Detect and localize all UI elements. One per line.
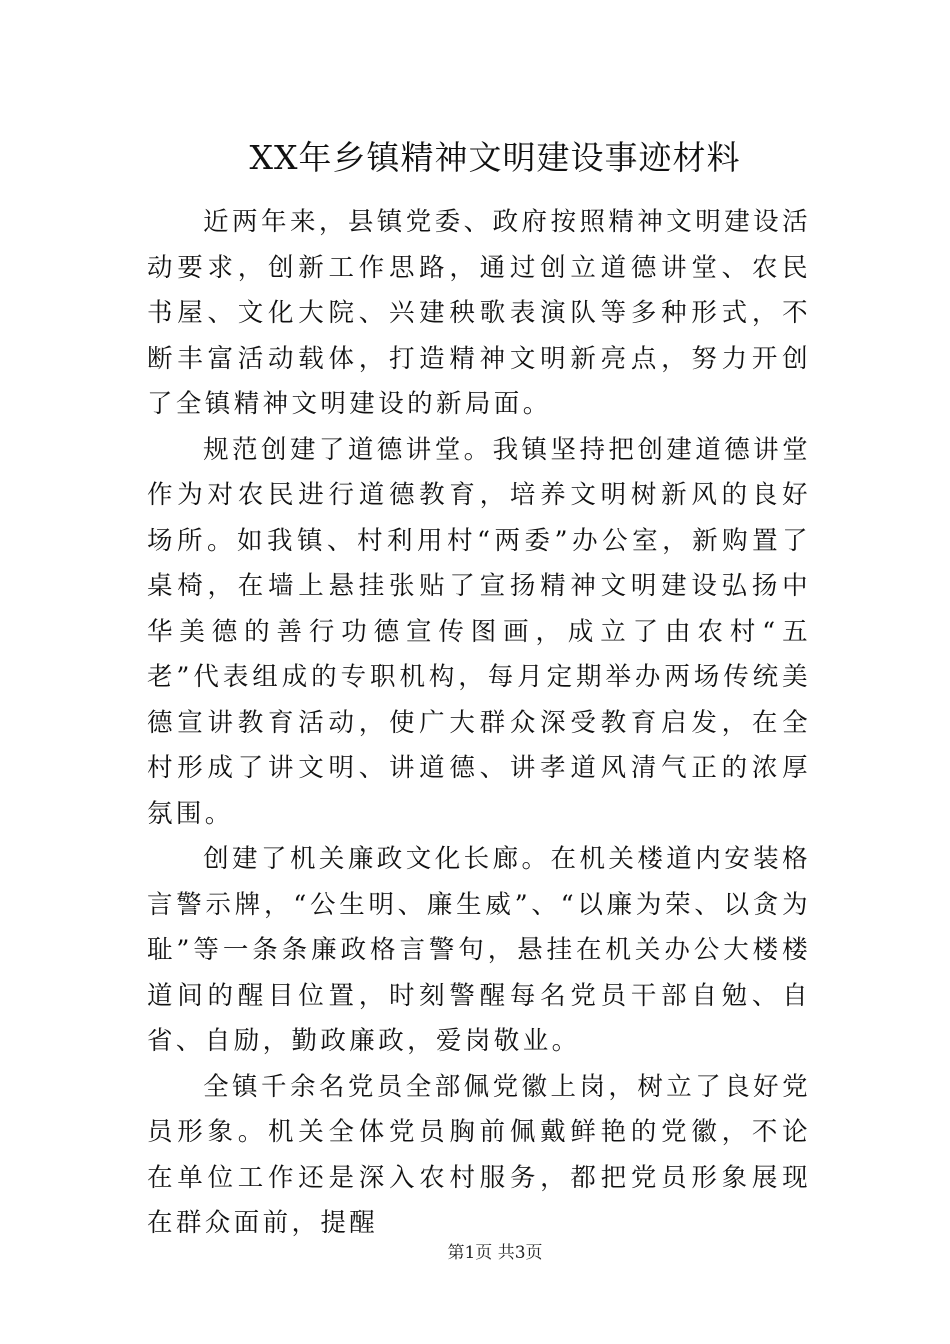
- paragraph-intro: 近两年来，县镇党委、政府按照精神文明建设活动要求，创新工作思路，通过创立道德讲堂、农民书屋、文化大院、兴建秧歌表演队等多种形式，不断丰富活动载体，打造精神文明新亮点，努力开创了全镇精神文明建设的新局面。: [147, 207, 811, 419]
- paragraph-party-badge: 全镇千余名党员全部佩党徽上岗，树立了良好党员形象。机关全体党员胸前佩戴鲜艳的党徽，不论在单位工作还是深入农村服务，都把党员形象展现在群众面前，提醒: [147, 1071, 811, 1238]
- paragraph-moral-lecture-hall: 规范创建了道德讲堂。我镇坚持把创建道德讲堂作为对农民进行道德教育，培养文明树新风的良好场所。如我镇、村利用村“两委”办公室，新购置了桌椅，在墙上悬挂张贴了宣扬精神文明建设弘扬中华美德的善行功德宣传图画，成立了由农村“五老”代表组成的专职机构，每月定期举办两场传统美德宣讲教育活动，使广大群众深受教育启发，在全村形成了讲文明、讲道德、讲孝道风清气正的浓厚氛围。: [147, 434, 811, 829]
- document-body: [147, 200, 811, 1247]
- page-footer: 第1页 共3页: [447, 1243, 543, 1263]
- document-title: XX年乡镇精神文明建设事迹材料: [249, 138, 741, 177]
- paragraph-integrity-corridor: 创建了机关廉政文化长廊。在机关楼道内安装格言警示牌，“公生明、廉生威”、“以廉为荣、以贪为耻”等一条条廉政格言警句，悬挂在机关办公大楼楼道间的醒目位置，时刻警醒每名党员干部自勉、自省、自励，勤政廉政，爱岗敬业。: [147, 844, 811, 1056]
